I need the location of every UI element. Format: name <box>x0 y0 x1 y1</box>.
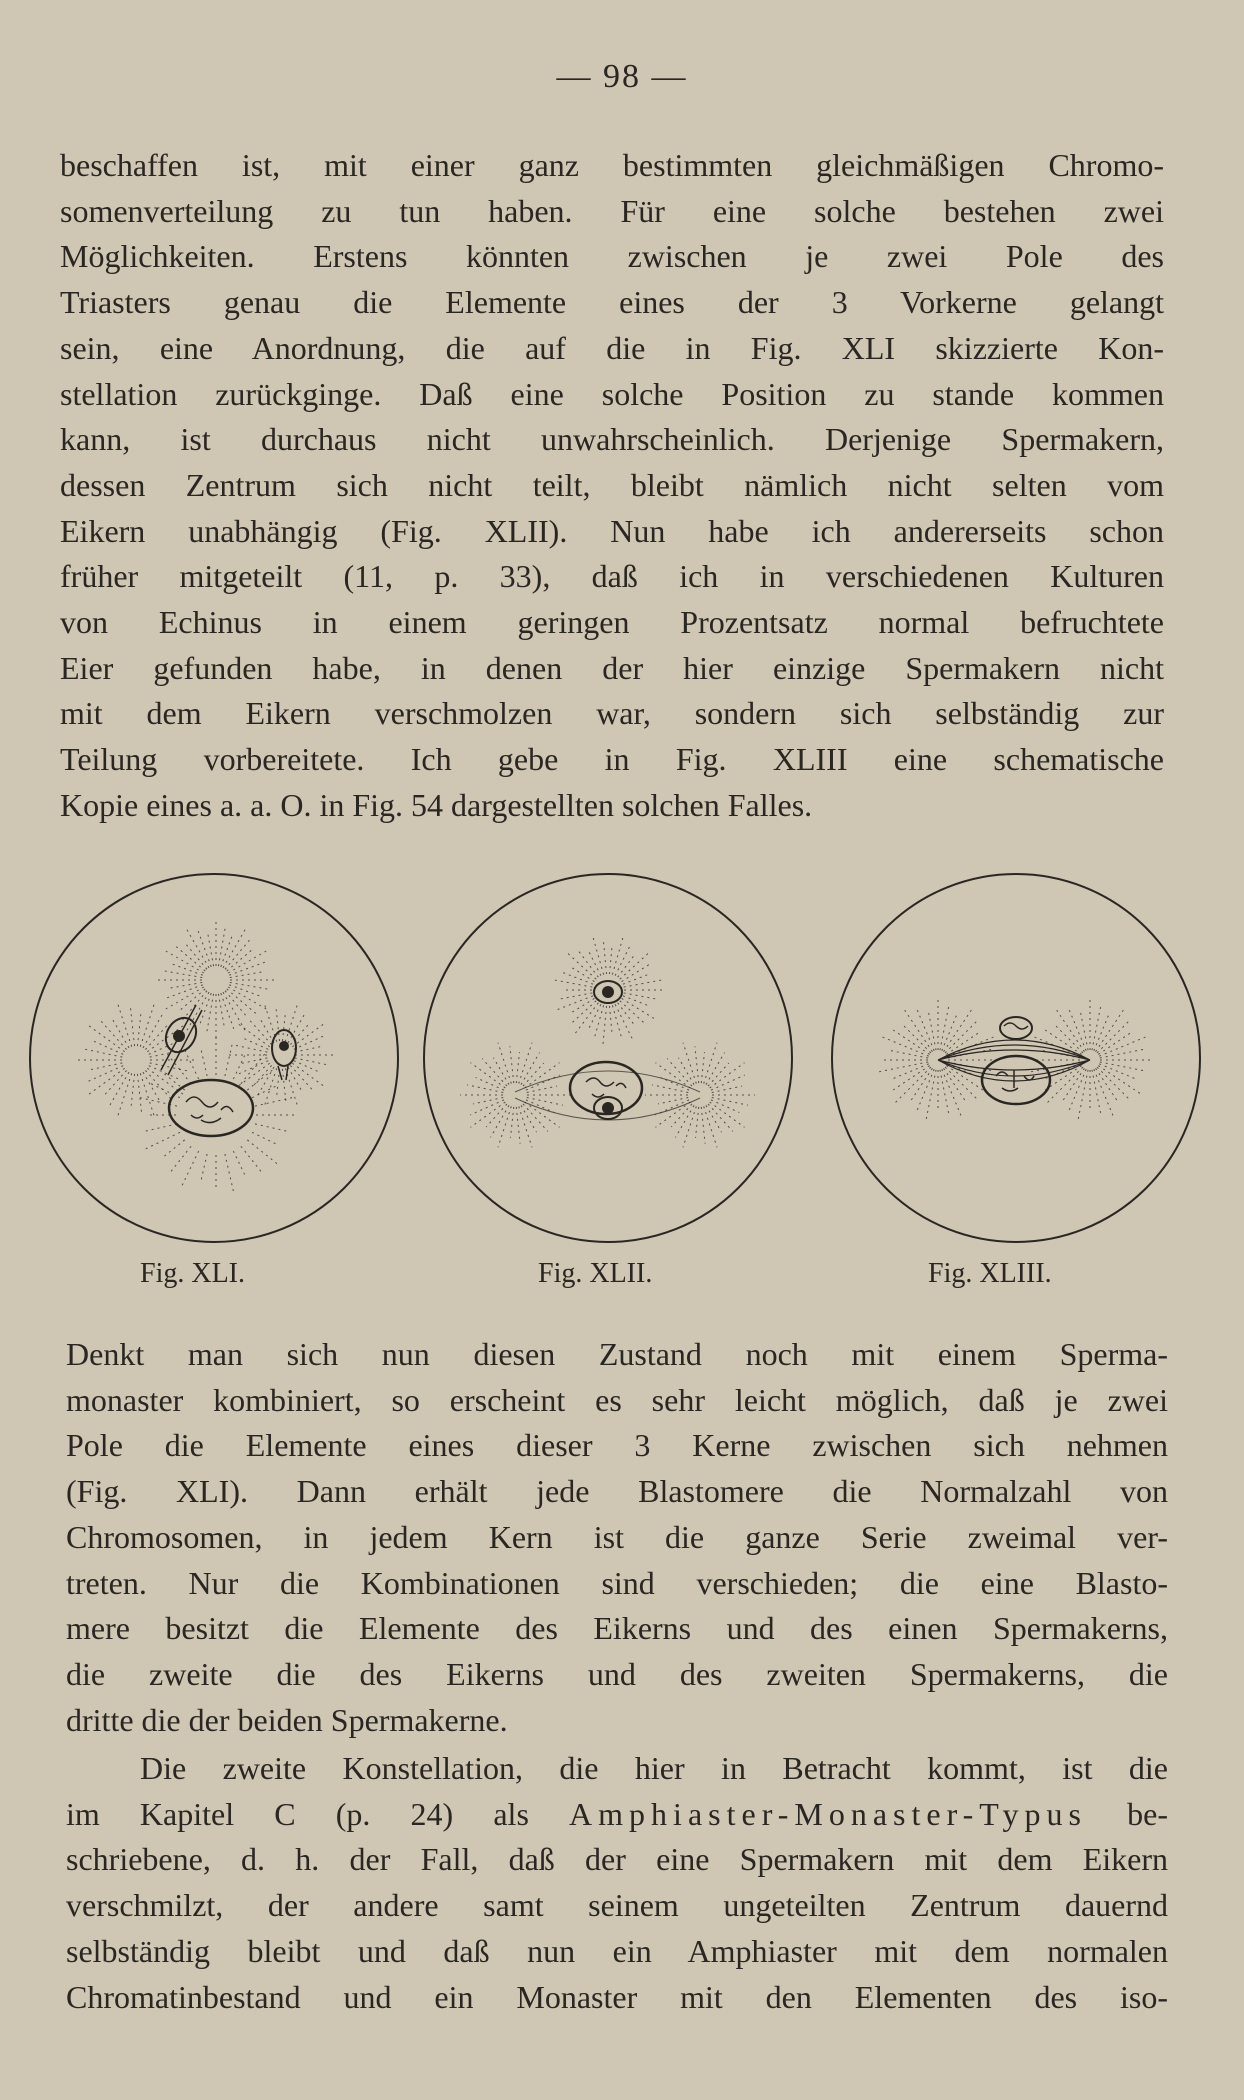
aster-ray <box>181 1151 198 1187</box>
aster-ray <box>623 974 648 984</box>
aster-ray <box>87 1068 124 1095</box>
aster-ray <box>185 943 207 969</box>
text-line: stellation zurückginge. Daß eine solche Position zu stande kommen <box>60 375 1164 412</box>
text-line <box>66 1792 1168 1838</box>
aster-ray <box>225 991 247 1017</box>
figure-caption: Fig. XLII. <box>538 1258 653 1289</box>
aster-ray <box>706 1105 722 1132</box>
aster-ray <box>470 1100 504 1115</box>
aster-ray <box>233 1151 245 1176</box>
aster-ray <box>164 950 204 973</box>
aster-ray <box>471 1102 506 1127</box>
figure-caption: Fig. XLI. <box>140 1258 245 1289</box>
aster-ray <box>290 1023 309 1045</box>
aster-ray <box>184 1048 199 1079</box>
aster-ray <box>656 1102 691 1127</box>
aster-rays-left <box>460 1043 570 1148</box>
aster-ray <box>467 1085 503 1093</box>
aster-ray <box>89 1063 122 1070</box>
aster-ray <box>516 1107 520 1144</box>
aster-ray <box>1094 1016 1109 1051</box>
text-line: Kopie eines a. a. O. in Fig. 54 dargestellten solchen Falles. <box>60 786 813 823</box>
aster-ray <box>527 1086 557 1092</box>
aster-ray <box>624 980 662 987</box>
aster-ray <box>117 1003 131 1047</box>
text-line: kann, ist durchaus nicht unwahrscheinlich. Derjenige Spermakern, <box>60 421 1164 458</box>
aster-ray <box>150 1063 189 1071</box>
aster-ray <box>186 992 209 1032</box>
aster-ray <box>223 928 246 968</box>
aster-ray <box>218 994 224 1027</box>
aster-ray <box>683 1106 696 1147</box>
aster-ray <box>891 1051 928 1058</box>
aster-ray <box>83 1049 122 1057</box>
aster-ray <box>109 1072 129 1107</box>
aster-ray <box>230 972 263 978</box>
aster-ray <box>494 1058 510 1085</box>
aster-ray <box>519 1106 532 1147</box>
aster-ray <box>112 1018 129 1047</box>
aster-ray <box>228 950 268 973</box>
aster-ray <box>944 1068 965 1100</box>
aster-ray <box>652 1085 688 1093</box>
aster-ray <box>255 1124 288 1132</box>
aster-ray <box>695 1046 699 1083</box>
text-line: Die zweite Konstellation, die hier in Betracht kommt, ist die <box>140 1750 1168 1786</box>
aster-ray <box>893 1030 930 1054</box>
figure-xli-illustration <box>26 870 402 1248</box>
aster-ray <box>207 994 214 1033</box>
aster-ray <box>252 1065 271 1087</box>
aster-ray <box>879 1062 928 1072</box>
aster-ray <box>201 1154 207 1181</box>
aster-ray <box>248 1019 271 1045</box>
text-line: Denkt man sich nun diesen Zustand noch mit einem Sperma- <box>66 1336 1168 1372</box>
aster-ray <box>290 1065 313 1091</box>
aster-ray <box>163 971 202 978</box>
aster-ray <box>711 1075 745 1090</box>
aster-ray <box>1098 1033 1130 1054</box>
text-line: die zweite die des Eikerns und des zweiten Spermakerns, die <box>66 1655 1168 1692</box>
aster-ray <box>525 1102 560 1127</box>
aster-ray <box>473 1097 503 1103</box>
paragraph-3 <box>66 1746 1168 2020</box>
aster-ray <box>225 1154 234 1193</box>
aster-ray <box>276 1006 280 1041</box>
aster-ray <box>1099 1037 1145 1056</box>
aster-ray <box>609 1006 611 1033</box>
text-line: somenverteilung zu tun haben. Für eine solche bestehen zwei <box>60 192 1164 229</box>
aster-ray <box>241 1052 266 1083</box>
aster-ray <box>1099 1064 1134 1079</box>
figure-caption: Fig. XLIII. <box>928 1258 1052 1289</box>
aster-ray <box>516 1052 519 1083</box>
aster-ray <box>87 1025 124 1052</box>
aster-ray <box>701 1107 705 1144</box>
aster-ray <box>1069 1069 1086 1110</box>
text-line: Pole die Elemente eines dieser 3 Kerne zwischen sich nehmen <box>66 1427 1168 1464</box>
aster-ray <box>523 1063 544 1086</box>
aster-ray <box>942 1069 961 1115</box>
aster-ray <box>701 1052 704 1083</box>
aster-ray <box>1081 1013 1088 1050</box>
aster-ray <box>656 1063 691 1088</box>
paragraph-1 <box>60 143 1164 829</box>
aster-rays-right <box>645 1043 755 1148</box>
text-line: (Fig. XLI). Dann erhält jede Blastomere die Normalzahl von <box>66 1473 1168 1510</box>
aster-ray <box>527 1097 563 1105</box>
aster-ray <box>225 1043 233 1076</box>
aster-ray <box>929 1013 936 1050</box>
text-line: Triasters genau die Elemente eines der 3 Vorkerne gelangt <box>60 284 1164 321</box>
aster-ray <box>201 1049 207 1076</box>
aster-ray <box>567 953 596 979</box>
egg-cell-drawing <box>26 870 402 1248</box>
aster-ray <box>511 1107 514 1138</box>
aster-ray <box>179 989 205 1011</box>
aster-rays-lower <box>138 1035 296 1193</box>
text-line: Eier gefunden habe, in denen der hier einzige Spermakern nicht <box>60 649 1164 686</box>
aster-ray <box>896 1067 931 1102</box>
page-number: — 98 — <box>556 58 688 95</box>
aster-ray <box>140 1073 154 1117</box>
aster-ray <box>671 1104 692 1127</box>
aster-ray <box>143 1013 163 1048</box>
aster-ray <box>683 1043 696 1084</box>
aster-ray <box>712 1097 748 1105</box>
aster-ray <box>295 1046 323 1052</box>
text-line: mere besitzt die Elemente des Eikerns und des einen Spermakerns, <box>66 1610 1168 1647</box>
aster-ray <box>137 1012 141 1046</box>
aster-ray <box>942 1016 957 1051</box>
aster-ray <box>893 1066 930 1090</box>
aster-ray <box>1063 1068 1084 1100</box>
text-line: Chromatinbestand und ein Monaster mit den Elementen des iso- <box>66 1978 1168 2015</box>
aster-ray <box>911 1068 932 1100</box>
aster-ray <box>100 1020 127 1050</box>
aster-ray <box>510 1046 514 1083</box>
aster-ray <box>131 1074 135 1108</box>
text-line: von Echinus in einem geringen Prozentsatz normal befruchtete <box>60 604 1164 641</box>
text-line: Teilung vorbereitete. Ich gebe in Fig. XLIII eine schematische <box>60 741 1164 778</box>
aster-ray <box>166 1052 191 1083</box>
aster-ray <box>144 1132 180 1149</box>
aster-ray <box>926 1070 936 1119</box>
aster-ray <box>295 1058 329 1065</box>
aster-ray <box>130 1006 134 1046</box>
aster-ray <box>557 996 593 1010</box>
aster-ray <box>525 1063 560 1088</box>
aster-ray <box>241 1146 262 1173</box>
aster-ray <box>595 1005 604 1037</box>
aster-ray <box>554 980 592 987</box>
aster-ray <box>227 949 253 971</box>
aster-ray <box>163 1140 185 1157</box>
text-line: Chromosomen, in jedem Kern ist die ganze Serie zweimal ver- <box>66 1518 1168 1555</box>
text-line: früher mitgeteilt (11, p. 33), daß ich in verschiedenen Kulturen <box>60 558 1164 595</box>
aster-ray <box>603 941 606 974</box>
aster-ray <box>612 1005 621 1037</box>
aster-ray <box>1069 1010 1086 1051</box>
aster-ray <box>622 998 655 1019</box>
aster-ray <box>218 927 225 966</box>
text-line: Möglichkeiten. Erstens könnten zwischen je zwei Pole des <box>60 238 1164 275</box>
aster-ray <box>208 933 214 966</box>
aster-ray <box>149 1083 180 1098</box>
aster-ray <box>572 1001 596 1023</box>
text-segment: im Kapitel C (p. 24) als <box>66 1795 570 1832</box>
paragraph-2 <box>66 1332 1168 1743</box>
aster-ray <box>526 1075 560 1090</box>
aster-ray <box>491 1105 510 1137</box>
text-line: treten. Nur die Kombinationen sind verschieden; die eine Blasto- <box>66 1564 1168 1601</box>
aster-ray <box>233 1045 267 1052</box>
aster-ray <box>1056 1026 1083 1053</box>
text-line: verschmilzt, der andere samt seinem ungeteilten Zentrum dauernd <box>66 1887 1168 1924</box>
aster-ray <box>894 1064 929 1079</box>
egg-cell-drawing <box>828 870 1204 1248</box>
aster-ray <box>521 1105 537 1132</box>
aster-ray <box>252 1132 277 1144</box>
aster-ray <box>288 1013 306 1043</box>
aster-ray <box>247 1069 274 1090</box>
aster-ray <box>255 1097 294 1106</box>
aster-ray <box>229 962 267 976</box>
aster-ray <box>620 1001 644 1023</box>
aster-ray <box>575 1003 599 1034</box>
aster-ray <box>239 1058 267 1064</box>
text-line: monaster kombiniert, so erscheint es sehr leicht möglich, daß je zwei <box>66 1381 1168 1418</box>
aster-ray <box>87 1066 124 1082</box>
text-line: schriebene, d. h. der Fall, daß der eine Spermakern mit dem Eikern <box>66 1841 1168 1878</box>
aster-ray <box>704 1043 717 1084</box>
aster-ray <box>710 1063 745 1088</box>
aster-ray <box>679 1058 695 1085</box>
aster-ray <box>498 1106 511 1147</box>
aster-ray <box>708 1063 729 1086</box>
text-line: Eikern unabhängig (Fig. XLII). Nun habe ich andererseits schon <box>60 512 1164 549</box>
aster-ray <box>282 1069 286 1104</box>
aster-ray <box>233 1054 245 1079</box>
aster-ray <box>252 1085 277 1097</box>
text-line: dessen Zentrum sich nicht teilt, bleibt nämlich nicht selten vom <box>60 466 1164 503</box>
aster-ray <box>277 1069 280 1098</box>
aster-ray <box>198 929 212 967</box>
aster-ray <box>609 947 611 974</box>
aster-ray <box>521 1053 540 1085</box>
aster-ray <box>247 1140 278 1165</box>
text-line: mit dem Eikern verschmolzen war, sondern sich selbständig zur <box>60 695 1164 732</box>
aster-ray <box>623 996 648 1006</box>
text-line: selbständig bleibt und daß nun ein Amphiaster mit dem normalen <box>66 1932 1168 1969</box>
figure-xliii-illustration <box>828 870 1204 1248</box>
aster-ray <box>117 1073 131 1117</box>
aster-ray <box>676 1105 695 1137</box>
aster-ray <box>917 1010 934 1051</box>
aster-ray <box>257 1067 275 1097</box>
aster-ray <box>1096 1068 1117 1100</box>
text-segment: be- <box>1087 1795 1169 1832</box>
aster-ray <box>169 982 202 988</box>
aster-rays-right <box>1031 1000 1150 1119</box>
aster-ray <box>946 1033 978 1054</box>
aster-ray <box>221 993 235 1031</box>
aster-ray <box>170 1146 191 1173</box>
aster-ray <box>696 1107 699 1138</box>
aster-ray <box>620 953 649 979</box>
aster-ray <box>144 1124 177 1132</box>
aster-ray <box>658 1097 688 1103</box>
aster-ray <box>165 985 203 999</box>
aster-ray <box>704 1106 717 1147</box>
aster-ray <box>471 1063 506 1088</box>
aster-ray <box>710 1102 745 1127</box>
emphasized-term: Amphiaster-Monaster-Typus <box>569 1795 1087 1832</box>
aster-ray <box>883 1037 929 1056</box>
aster-ray <box>230 982 269 989</box>
aster-ray <box>186 928 209 968</box>
aster-ray <box>706 1053 725 1085</box>
aster-ray <box>486 1104 507 1127</box>
aster-ray <box>498 1043 511 1084</box>
aster-ray <box>593 937 604 975</box>
aster-ray <box>228 987 268 1010</box>
figure-xlii-illustration <box>420 870 796 1248</box>
aster-ray <box>140 1003 154 1047</box>
aster-ray <box>603 1006 607 1045</box>
aster-ray <box>223 992 246 1032</box>
aster-ray <box>137 1074 141 1114</box>
aster-ray <box>282 1012 285 1041</box>
aster-ray <box>917 1069 934 1110</box>
aster-ray <box>1094 1069 1113 1115</box>
egg-cell-drawing <box>420 870 796 1248</box>
aster-ray <box>519 1043 532 1084</box>
aster-ray <box>904 1026 931 1053</box>
text-line: sein, eine Anordnung, die auf die in Fig. XLI skizzierte Kon- <box>60 329 1164 366</box>
aster-ray <box>1078 1070 1088 1119</box>
text-line: dritte die der beiden Spermakerne. <box>66 1701 508 1738</box>
text-line: beschaffen ist, mit einer ganz bestimmten gleichmäßigen Chromo- <box>60 147 1164 183</box>
aster-ray <box>164 987 204 1010</box>
aster-rays-right <box>226 1003 336 1108</box>
aster-ray <box>612 937 623 975</box>
aster-ray <box>712 1086 742 1092</box>
